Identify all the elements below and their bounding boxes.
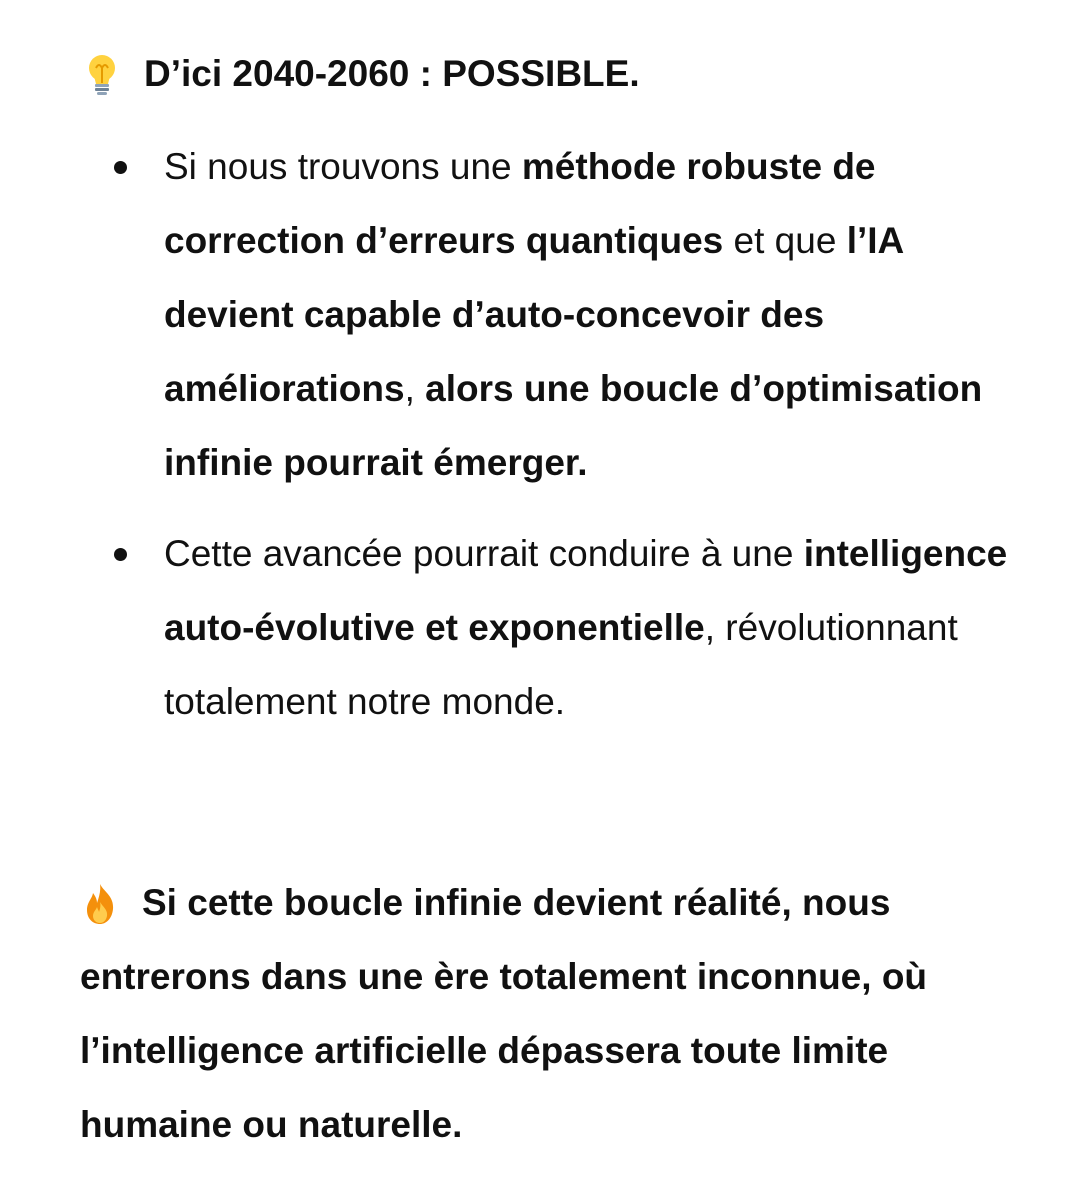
light-bulb-icon [82, 53, 130, 93]
bullet-2-bold-a: intelligence auto-évolutive et exponentielle [164, 533, 1008, 648]
bullet-1-text-b: et que [723, 220, 847, 261]
bullet-dot-icon [114, 548, 127, 561]
bullet-1-bold-b: l’IA devient capable d’auto-concevoir des améliorations [164, 220, 903, 409]
conclusion-paragraph [80, 866, 1040, 1162]
bullet-dot-icon [114, 161, 127, 174]
heading-text: D’ici 2040-2060 : POSSIBLE. [144, 53, 640, 94]
bullet-1-text-a: Si nous trouvons une [164, 146, 522, 187]
bullet-2-text-a: Cette avancée pourrait conduire à une [164, 533, 804, 574]
bullet-item-2 [0, 517, 1014, 739]
fire-icon [80, 882, 128, 922]
bullet-2-text-b: , révolutionnant totalement notre monde. [164, 607, 958, 722]
bullet-item-1 [0, 130, 1014, 500]
conclusion-text: Si cette boucle infinie devient réalité, nous entrerons dans une ère totalement inconnue, où l’intelligence artificielle dépassera toute limite humaine ou naturelle. [80, 882, 928, 1145]
section-heading [82, 44, 1022, 104]
bullet-list [0, 130, 1069, 739]
bullet-1-bold-a: méthode robuste de correction d’erreurs quantiques [164, 146, 876, 261]
bullet-1-bold-c: alors une boucle d’optimisation infinie pourrait émerger. [164, 368, 983, 483]
bullet-1-text-c: , [404, 368, 426, 409]
